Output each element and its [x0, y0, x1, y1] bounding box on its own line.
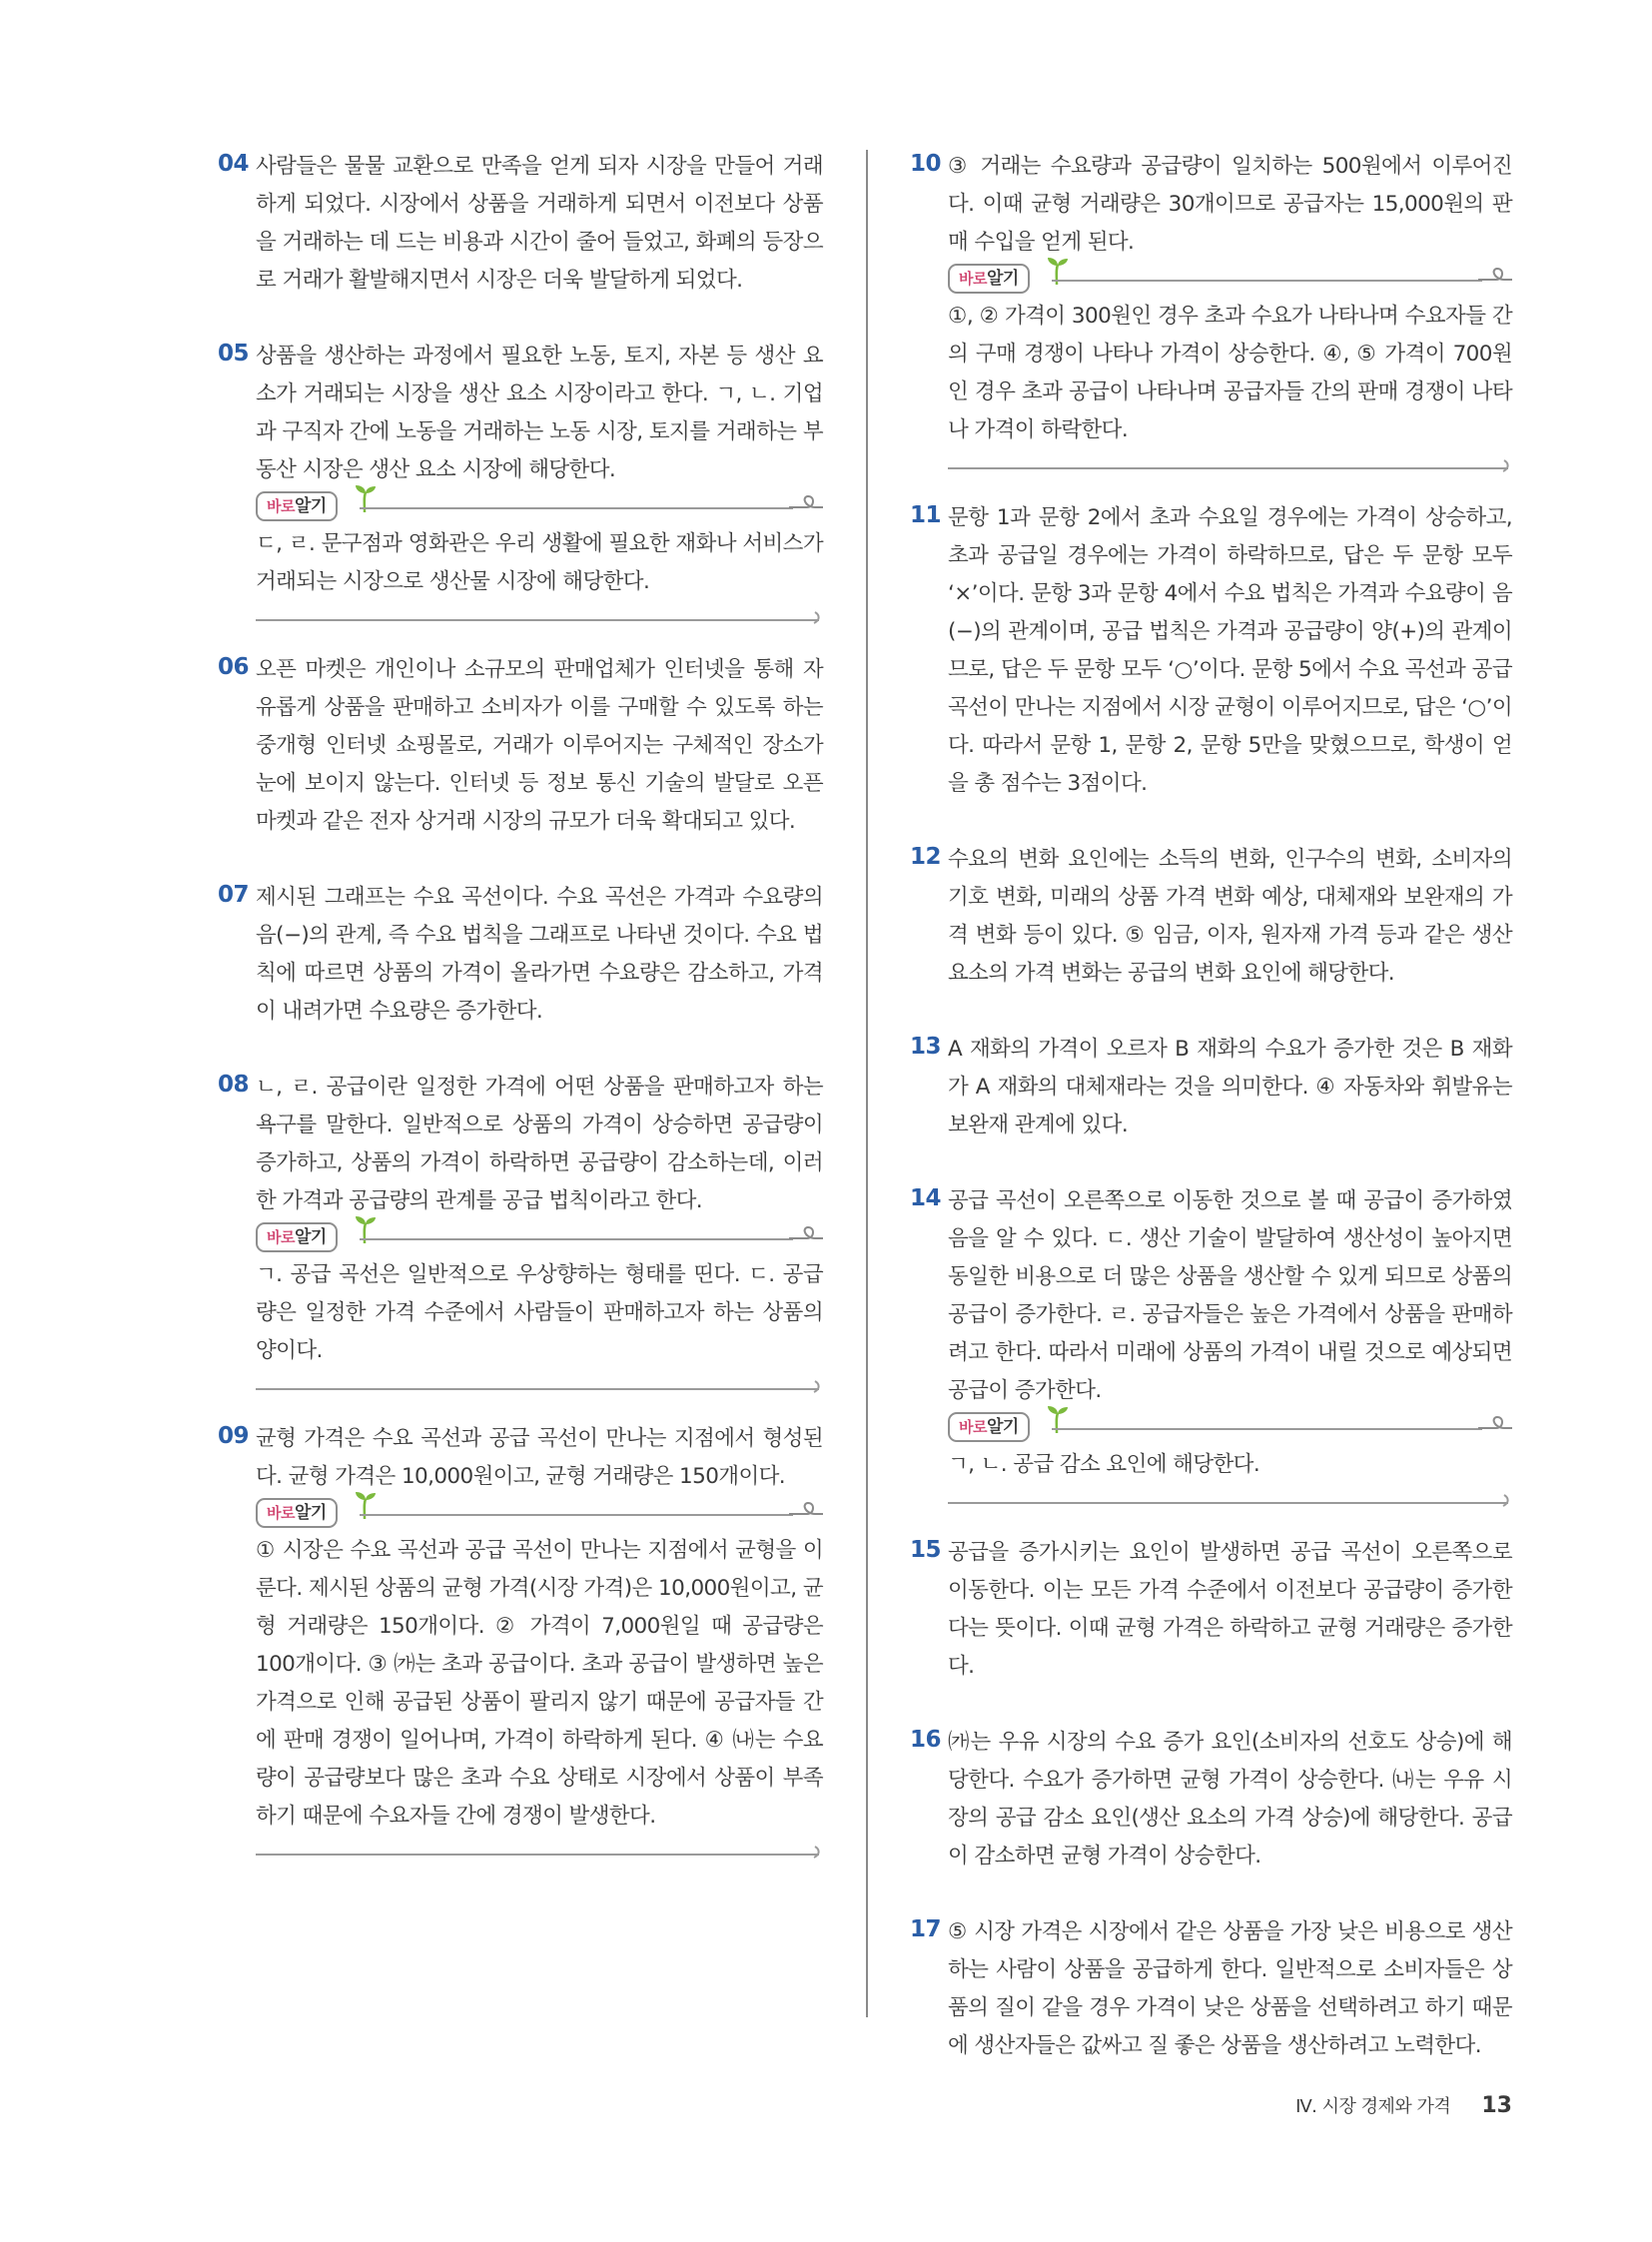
tip-bottom-line	[948, 467, 1508, 469]
answer-text: 사람들은 물물 교환으로 만족을 얻게 되자 시장을 만들어 거래하게 되었다. 시장에서 상품을 거래하게 되면서 이전보다 상품을 거래하는 데 드는 비용과 시간이 줄어 들었고, 화폐의 등장으로 거래가 활발해지면서 시장은 더욱 발달하게 되었다.	[256, 154, 823, 293]
tip-badge-label: 바로	[267, 497, 295, 515]
question-number: 11	[910, 502, 942, 528]
question-number: 06	[218, 654, 250, 680]
tip-top-line	[360, 1514, 793, 1516]
chapter-title: Ⅳ. 시장 경제와 가격	[1295, 2096, 1451, 2117]
tip-end-hook-icon	[813, 1846, 823, 1860]
answer-item-05	[218, 338, 823, 613]
tip-badge	[256, 1222, 338, 1252]
page-number: 13	[1481, 2093, 1512, 2118]
column-divider	[866, 150, 868, 2017]
answer-item-14	[910, 1182, 1512, 1496]
answer-text: 문항 1과 문항 2에서 초과 수요일 경우에는 가격이 상승하고, 초과 공급일 경우에는 가격이 하락하므로, 답은 두 문항 모두 ‘×’이다. 문항 3과 문항 4에서 수요 법칙은 가격과 수요량이 음(−)의 관계이며, 공급 법칙은 가격과 공급량이 양(+)의 관계이므로, 답은 두 문항 모두 ‘○’이다. 문항 5에서 수요 곡선과 공급 곡선이 만나는 지점에서 시장 균형이 이루어지므로, 답은 ‘○’이다. 따라서 문항 1, 문항 2, 문항 5만을 맞혔으므로, 학생이 얻을 총 점수는 3점이다.	[948, 505, 1512, 796]
tip-box	[256, 1496, 823, 1848]
question-number: 10	[910, 151, 942, 177]
question-number: 16	[910, 1727, 942, 1753]
tip-text: ①, ② 가격이 300원인 경우 초과 수요가 나타나며 수요자들 간의 구매 경쟁이 나타나 가격이 상승한다. ④, ⑤ 가격이 700원인 경우 초과 공급이 나타나며 공급자들 간의 판매 경쟁이 나타나 가격이 하락한다.	[948, 304, 1512, 442]
answer-text: 균형 가격은 수요 곡선과 공급 곡선이 만나는 지점에서 형성된다. 균형 가격은 10,000원이고, 균형 거래량은 150개이다.	[256, 1426, 823, 1489]
answer-item-17	[910, 1913, 1512, 2065]
answer-text: ③ 거래는 수요량과 공급량이 일치하는 500원에서 이루어진다. 이때 균형 거래량은 30개이므로 공급자는 15,000원의 판매 수입을 얻게 된다.	[948, 154, 1512, 255]
answer-item-15	[910, 1534, 1512, 1686]
tip-top-line	[360, 1238, 793, 1240]
answer-text: ㄴ, ㄹ. 공급이란 일정한 가격에 어떤 상품을 판매하고자 하는 욕구를 말한다. 일반적으로 상품의 가격이 상승하면 공급량이 증가하고, 상품의 가격이 하락하면 공급량이 감소하는데, 이러한 가격과 공급량의 관계를 공급 법칙이라고 한다.	[256, 1075, 823, 1213]
tip-text: ① 시장은 수요 곡선과 공급 곡선이 만나는 지점에서 균형을 이룬다. 제시된 상품의 균형 가격(시장 가격)은 10,000원이고, 균형 거래량은 150개이다. ② 가격이 7,000원일 때 공급량은 100개이다. ③ ㈎는 초과 공급이다. 초과 공급이 발생하면 높은 가격으로 인해 공급된 상품이 팔리지 않기 때문에 공급자들 간에 판매 경쟁이 일어나며, 가격이 하락하게 된다. ④ ㈏는 수요량이 공급량보다 많은 초과 수요 상태로 시장에서 상품이 부족하기 때문에 수요자들 간에 경쟁이 발생한다.	[256, 1538, 823, 1829]
tip-end-hook-icon	[813, 611, 823, 625]
curl-icon	[789, 493, 823, 515]
tip-badge-label: 바로	[959, 1418, 987, 1436]
answer-item-07	[218, 879, 823, 1031]
curl-icon	[1478, 266, 1512, 288]
answer-text: 공급 곡선이 오른쪽으로 이동한 것으로 볼 때 공급이 증가하였음을 알 수 있다. ㄷ. 생산 기술이 발달하여 생산성이 높아지면 동일한 비용으로 더 많은 상품을 생산할 수 있게 되므로 상품의 공급이 증가한다. ㄹ. 공급자들은 높은 가격에서 상품을 판매하려고 한다. 따라서 미래에 상품의 가격이 내릴 것으로 예상되면 공급이 증가한다.	[948, 1188, 1512, 1403]
tip-bottom-line	[948, 1502, 1508, 1504]
answer-text: ㈎는 우유 시장의 수요 증가 요인(소비자의 선호도 상승)에 해당한다. 수요가 증가하면 균형 가격이 상승한다. ㈏는 우유 시장의 공급 감소 요인(생산 요소의 가격 상승)에 해당한다. 공급이 감소하면 균형 가격이 상승한다.	[948, 1730, 1512, 1868]
tip-end-hook-icon	[813, 1380, 823, 1394]
tip-bottom-line	[256, 1388, 819, 1390]
curl-icon	[789, 1500, 823, 1522]
answer-item-13	[910, 1031, 1512, 1144]
question-number: 14	[910, 1185, 942, 1211]
question-number: 17	[910, 1916, 942, 1942]
tip-badge	[948, 264, 1030, 294]
tip-badge	[256, 1498, 338, 1528]
answer-text: 상품을 생산하는 과정에서 필요한 노동, 토지, 자본 등 생산 요소가 거래되는 시장을 생산 요소 시장이라고 한다. ㄱ, ㄴ. 기업과 구직자 간에 노동을 거래하는 노동 시장, 토지를 거래하는 부동산 시장은 생산 요소 시장에 해당한다.	[256, 344, 823, 482]
tip-badge-label: 바로	[267, 1504, 295, 1522]
answer-item-04	[218, 148, 823, 300]
question-number: 13	[910, 1034, 942, 1060]
tip-badge-label-bold: 알기	[294, 1503, 327, 1523]
tip-bottom-line	[256, 619, 819, 621]
question-number: 12	[910, 844, 942, 870]
question-number: 08	[218, 1072, 250, 1098]
answer-item-06	[218, 651, 823, 841]
answer-item-12	[910, 841, 1512, 993]
tip-end-hook-icon	[1502, 459, 1512, 473]
answer-text: 수요의 변화 요인에는 소득의 변화, 인구수의 변화, 소비자의 기호 변화, 미래의 상품 가격 변화 예상, 대체재와 보완재의 가격 변화 등이 있다. ⑤ 임금, 이자, 원자재 가격 등과 같은 생산 요소의 가격 변화는 공급의 변화 요인에 해당한다.	[948, 847, 1512, 986]
question-number: 07	[218, 882, 250, 908]
tip-badge-label: 바로	[267, 1228, 295, 1246]
answer-item-10	[910, 148, 1512, 461]
left-column	[218, 148, 823, 1885]
question-number: 09	[218, 1423, 250, 1449]
tip-badge-label-bold: 알기	[986, 1417, 1019, 1437]
question-number: 05	[218, 341, 250, 367]
tip-box	[948, 1410, 1512, 1496]
tip-bottom-line	[256, 1854, 819, 1856]
answer-item-08	[218, 1069, 823, 1382]
tip-box	[256, 1220, 823, 1382]
answer-text: ⑤ 시장 가격은 시장에서 같은 상품을 가장 낮은 비용으로 생산하는 사람이 상품을 공급하게 한다. 일반적으로 소비자들은 상품의 질이 같을 경우 가격이 낮은 상품을 선택하려고 하기 때문에 생산자들은 값싸고 질 좋은 상품을 생산하려고 노력한다.	[948, 1919, 1512, 2058]
tip-top-line	[1052, 280, 1482, 282]
answer-text: 오픈 마켓은 개인이나 소규모의 판매업체가 인터넷을 통해 자유롭게 상품을 판매하고 소비자가 이를 구매할 수 있도록 하는 중개형 인터넷 쇼핑몰로, 거래가 이루어지는 구체적인 장소가 눈에 보이지 않는다. 인터넷 등 정보 통신 기술의 발달로 오픈 마켓과 같은 전자 상거래 시장의 규모가 더욱 확대되고 있다.	[256, 657, 823, 834]
right-column	[910, 148, 1512, 2103]
answer-text: 제시된 그래프는 수요 곡선이다. 수요 곡선은 가격과 수요량의 음(−)의 관계, 즉 수요 법칙을 그래프로 나타낸 것이다. 수요 법칙에 따르면 상품의 가격이 올라가면 수요량은 감소하고, 가격이 내려가면 수요량은 증가한다.	[256, 885, 823, 1024]
tip-badge-label: 바로	[959, 270, 987, 288]
answer-item-09	[218, 1420, 823, 1848]
tip-top-line	[360, 507, 793, 509]
curl-icon	[789, 1224, 823, 1246]
tip-badge-label-bold: 알기	[294, 1227, 327, 1247]
question-number: 04	[218, 151, 250, 177]
page-footer	[1295, 2092, 1512, 2118]
tip-badge-label-bold: 알기	[294, 496, 327, 516]
answer-text: 공급을 증가시키는 요인이 발생하면 공급 곡선이 오른쪽으로 이동한다. 이는 모든 가격 수준에서 이전보다 공급량이 증가한다는 뜻이다. 이때 균형 가격은 하락하고 균형 거래량은 증가한다.	[948, 1540, 1512, 1679]
tip-badge	[948, 1412, 1030, 1442]
tip-text: ㄱ, ㄴ. 공급 감소 요인에 해당한다.	[948, 1452, 1260, 1477]
answer-text: A 재화의 가격이 오르자 B 재화의 수요가 증가한 것은 B 재화가 A 재화의 대체재라는 것을 의미한다. ④ 자동차와 휘발유는 보완재 관계에 있다.	[948, 1037, 1512, 1137]
tip-badge-label-bold: 알기	[986, 269, 1019, 289]
tip-box	[948, 262, 1512, 461]
tip-end-hook-icon	[1502, 1494, 1512, 1508]
answer-item-16	[910, 1724, 1512, 1875]
tip-badge	[256, 491, 338, 521]
question-number: 15	[910, 1537, 942, 1563]
tip-text: ㄷ, ㄹ. 문구점과 영화관은 우리 생활에 필요한 재화나 서비스가 거래되는 시장으로 생산물 시장에 해당한다.	[256, 531, 823, 594]
curl-icon	[1478, 1414, 1512, 1436]
tip-top-line	[1052, 1428, 1482, 1430]
tip-box	[256, 489, 823, 613]
tip-text: ㄱ. 공급 곡선은 일반적으로 우상향하는 형태를 띤다. ㄷ. 공급량은 일정한 가격 수준에서 사람들이 판매하고자 하는 상품의 양이다.	[256, 1262, 823, 1363]
answer-item-11	[910, 499, 1512, 803]
